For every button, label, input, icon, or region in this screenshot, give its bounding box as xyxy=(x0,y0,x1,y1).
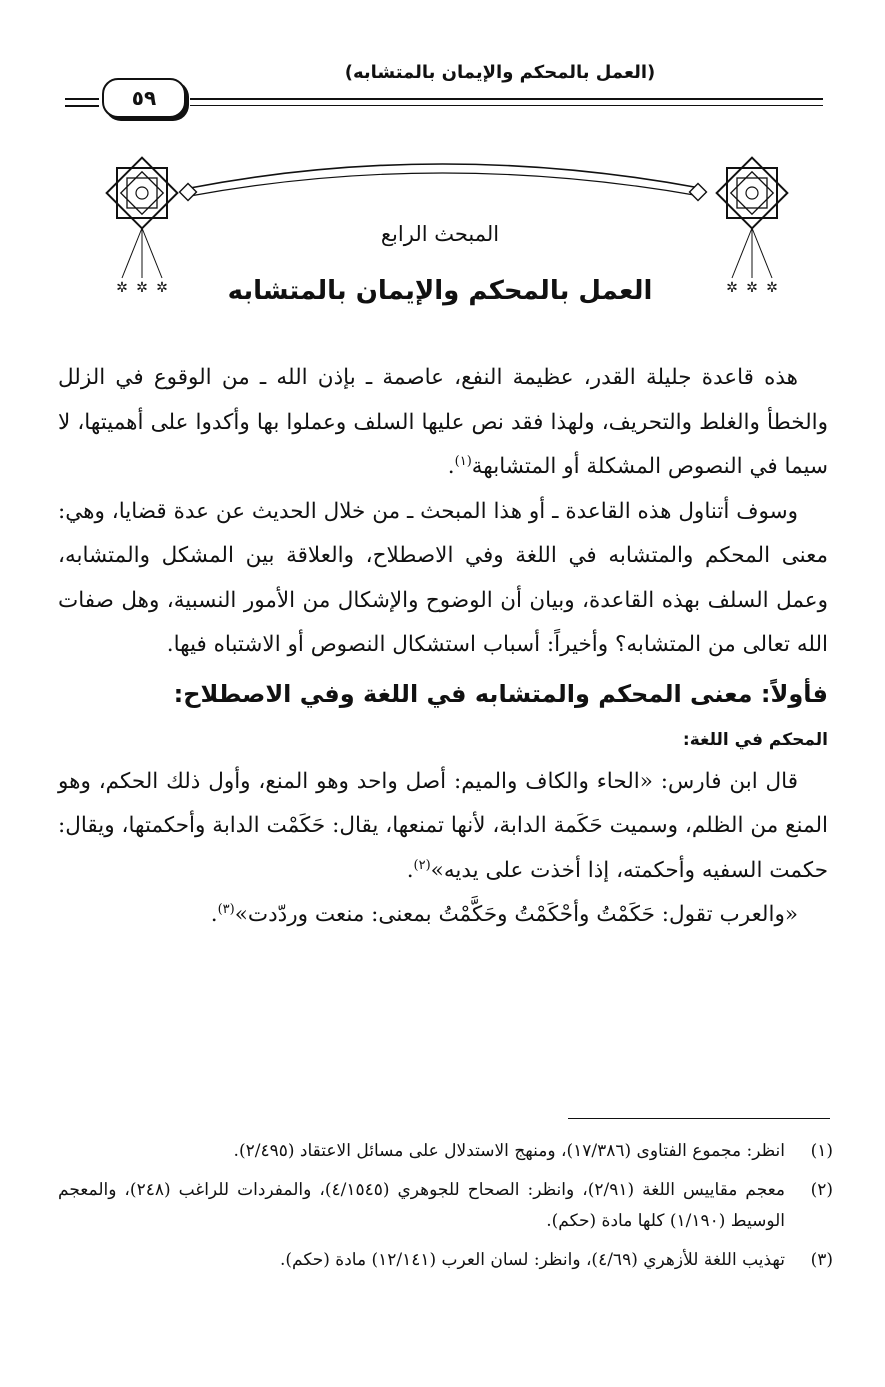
paragraph-1: هذه قاعدة جليلة القدر، عظيمة النفع، عاصمة ـ بإذن الله ـ من الوقوع في الزلل والخطأ والغلط والتحريف، ولهذا فقد نص عليها السلف وعملوا بها وأكدوا على أهميتها، لا سيما في النصوص المشكلة أو المتشابهة$^{(١)}$. xyxy=(58,365,828,479)
svg-text:✲: ✲ xyxy=(116,280,128,296)
paragraph-3: قال ابن فارس: «الحاء والكاف والميم: أصل واحد وهو المنع، وأول ذلك الحكم، وهو المنع من الظلم، وسميت حَكَمة الدابة، لأنها تمنعها، يقال: حَكَمْت الدابة وأحكمتها، ويقال: حكمت السفيه وأحكمته، إذا أخذت على يديه»$^{(٢)}$. xyxy=(58,768,828,883)
running-title: (العمل بالمحكم والإيمان بالمتشابه) xyxy=(344,62,656,83)
footnote-text: انظر: مجموع الفتاوى (١٧/٣٨٦)، ومنهج الاستدلال على مسائل الاعتقاد (٢/٤٩٥). xyxy=(233,1141,785,1161)
svg-text:✲: ✲ xyxy=(766,280,778,296)
footnote-text: معجم مقاييس اللغة (٢/٩١)، وانظر: الصحاح للجوهري (٤/١٥٤٥)، والمفردات للراغب (٢٤٨)، والمعجم الوسيط (١/١٩٠) كلها مادة (حكم). xyxy=(58,1180,786,1231)
section-heading: فأولاً: معنى المحكم والمتشابه في اللغة وفي الاصطلاح: xyxy=(173,679,828,708)
svg-text:✲: ✲ xyxy=(136,280,148,296)
footnote-number: (٢) xyxy=(810,1180,833,1200)
left-star-ornament xyxy=(107,158,178,296)
header-rule-left xyxy=(65,98,99,107)
svg-text:✲: ✲ xyxy=(156,280,168,296)
svg-text:✲: ✲ xyxy=(746,280,758,296)
right-star-ornament xyxy=(717,158,788,296)
footnote-ref-3: (٣) xyxy=(217,901,235,917)
chapter-label: المبحث الرابع xyxy=(380,222,500,246)
paragraph-4: «والعرب تقول: حَكَمْتُ وأحْكَمْتُ وحَكَّمْتُ بمعنى: منعت وردّدت»$^{(٣)}$. xyxy=(210,901,798,927)
footnote-3 xyxy=(58,1245,833,1276)
footnote-ref-1: (١) xyxy=(454,453,472,469)
footnote-rule xyxy=(568,1118,830,1119)
footnote-2 xyxy=(58,1175,833,1237)
footnote-text: تهذيب اللغة للأزهري (٤/٦٩)، وانظر: لسان العرب (١٢/١٤١) مادة (حكم). xyxy=(280,1250,785,1270)
header-rule xyxy=(190,98,823,106)
footnote-1 xyxy=(58,1136,833,1167)
page-number: ٥٩ xyxy=(102,78,186,118)
paragraph-2: وسوف أتناول هذه القاعدة ـ أو هذا المبحث ـ من خلال الحديث عن عدة قضايا، وهي: معنى المحكم والمتشابه في اللغة وفي الاصطلاح، والعلاقة بين المشكل والمتشابه، وعمل السلف بهذه القاعدة، وبيان أن الوضوح والإشكال من الأمور النسبية، وهل صفات الله تعالى من المتشابه؟ وأخيراً: أسباب استشكال النصوص أو الاشتباه فيها. xyxy=(58,498,828,657)
footnotes xyxy=(58,1136,833,1284)
footnote-ref-2: (٢) xyxy=(413,857,431,873)
footnote-number: (٣) xyxy=(810,1250,833,1270)
body-text xyxy=(58,356,828,938)
sub-heading: المحكم في اللغة: xyxy=(682,729,828,750)
footnote-number: (١) xyxy=(810,1141,833,1161)
chapter-title: العمل بالمحكم والإيمان بالمتشابه xyxy=(227,276,653,306)
svg-text:✲: ✲ xyxy=(726,280,738,296)
